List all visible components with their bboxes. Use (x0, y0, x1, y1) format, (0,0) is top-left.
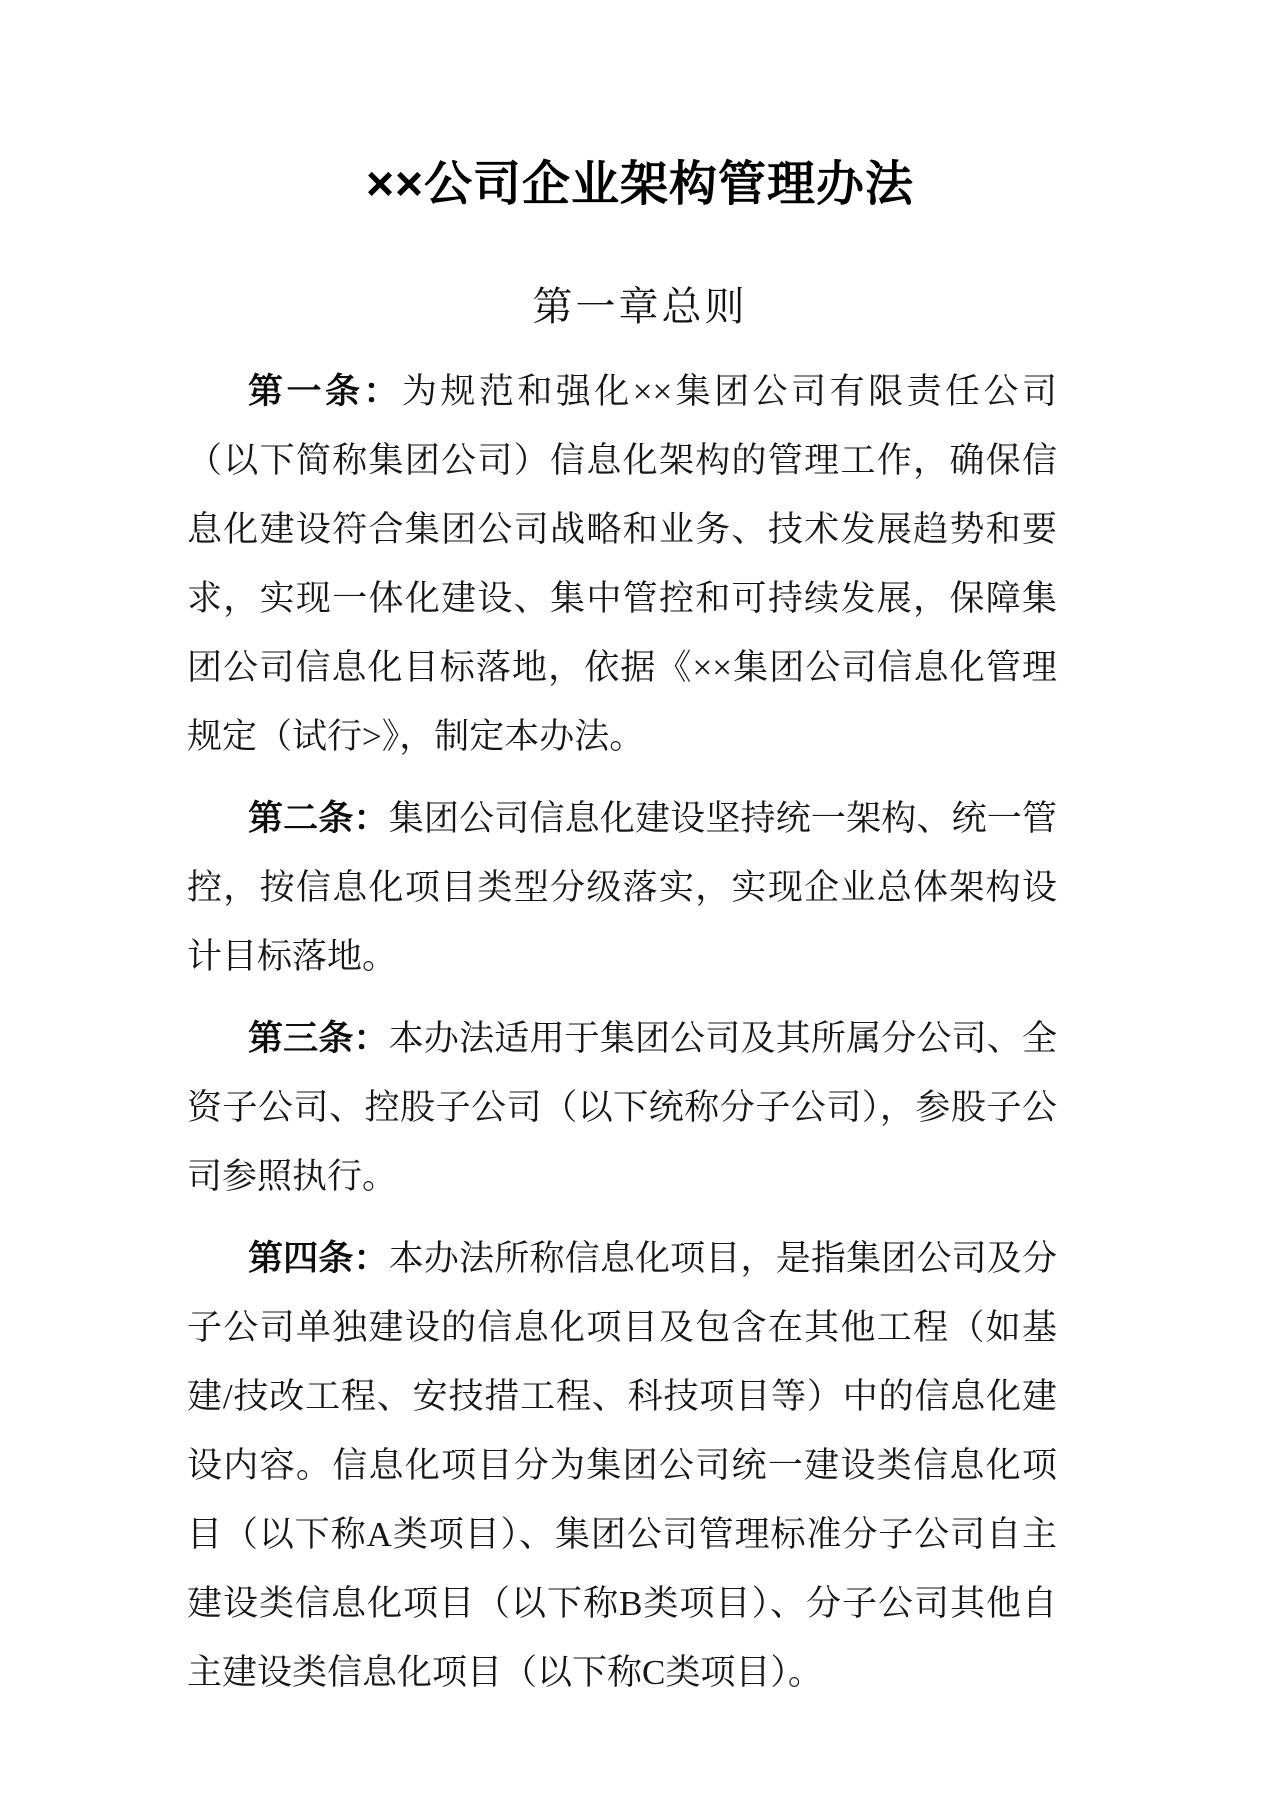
article-4-label: 第四条： (248, 1239, 389, 1278)
article-4 (187, 1224, 1057, 1707)
article-3-label: 第三条： (248, 1019, 389, 1058)
article-2 (187, 784, 1057, 991)
article-3 (187, 1004, 1057, 1211)
article-1-text: 为规范和强化××集团公司有限责任公司（以下简称集团公司）信息化架构的管理工作，确保信息化建设符合集团公司战略和业务、技术发展趋势和要求，实现一体化建设、集中管控和可持续发展，保障集团公司信息化目标落地，依据《××集团公司信息化管理规定（试行>》，制定本办法。 (187, 372, 1057, 756)
chapter-heading: 第一章总则 (532, 284, 748, 329)
article-1-label: 第一条： (248, 372, 402, 411)
article-3-text: 本办法适用于集团公司及其所属分公司、全资子公司、控股子公司（以下统称分子公司），参股子公司参照执行。 (187, 1019, 1057, 1196)
article-2-label: 第二条： (248, 799, 389, 838)
article-2-text: 集团公司信息化建设坚持统一架构、统一管控，按信息化项目类型分级落实，实现企业总体架构设计目标落地。 (187, 799, 1057, 976)
document-title: ××公司企业架构管理办法 (365, 158, 915, 211)
article-1 (187, 357, 1057, 771)
document-body (187, 357, 1057, 1707)
article-4-text: 本办法所称信息化项目，是指集团公司及分子公司单独建设的信息化项目及包含在其他工程（如基建/技改工程、安技措工程、科技项目等）中的信息化建设内容。信息化项目分为集团公司统一建设类信息化项目（以下称A类项目）、集团公司管理标准分子公司自主建设类信息化项目（以下称B类项目）、分子公司其他自主建设类信息化项目（以下称C类项目）。 (187, 1239, 1057, 1692)
